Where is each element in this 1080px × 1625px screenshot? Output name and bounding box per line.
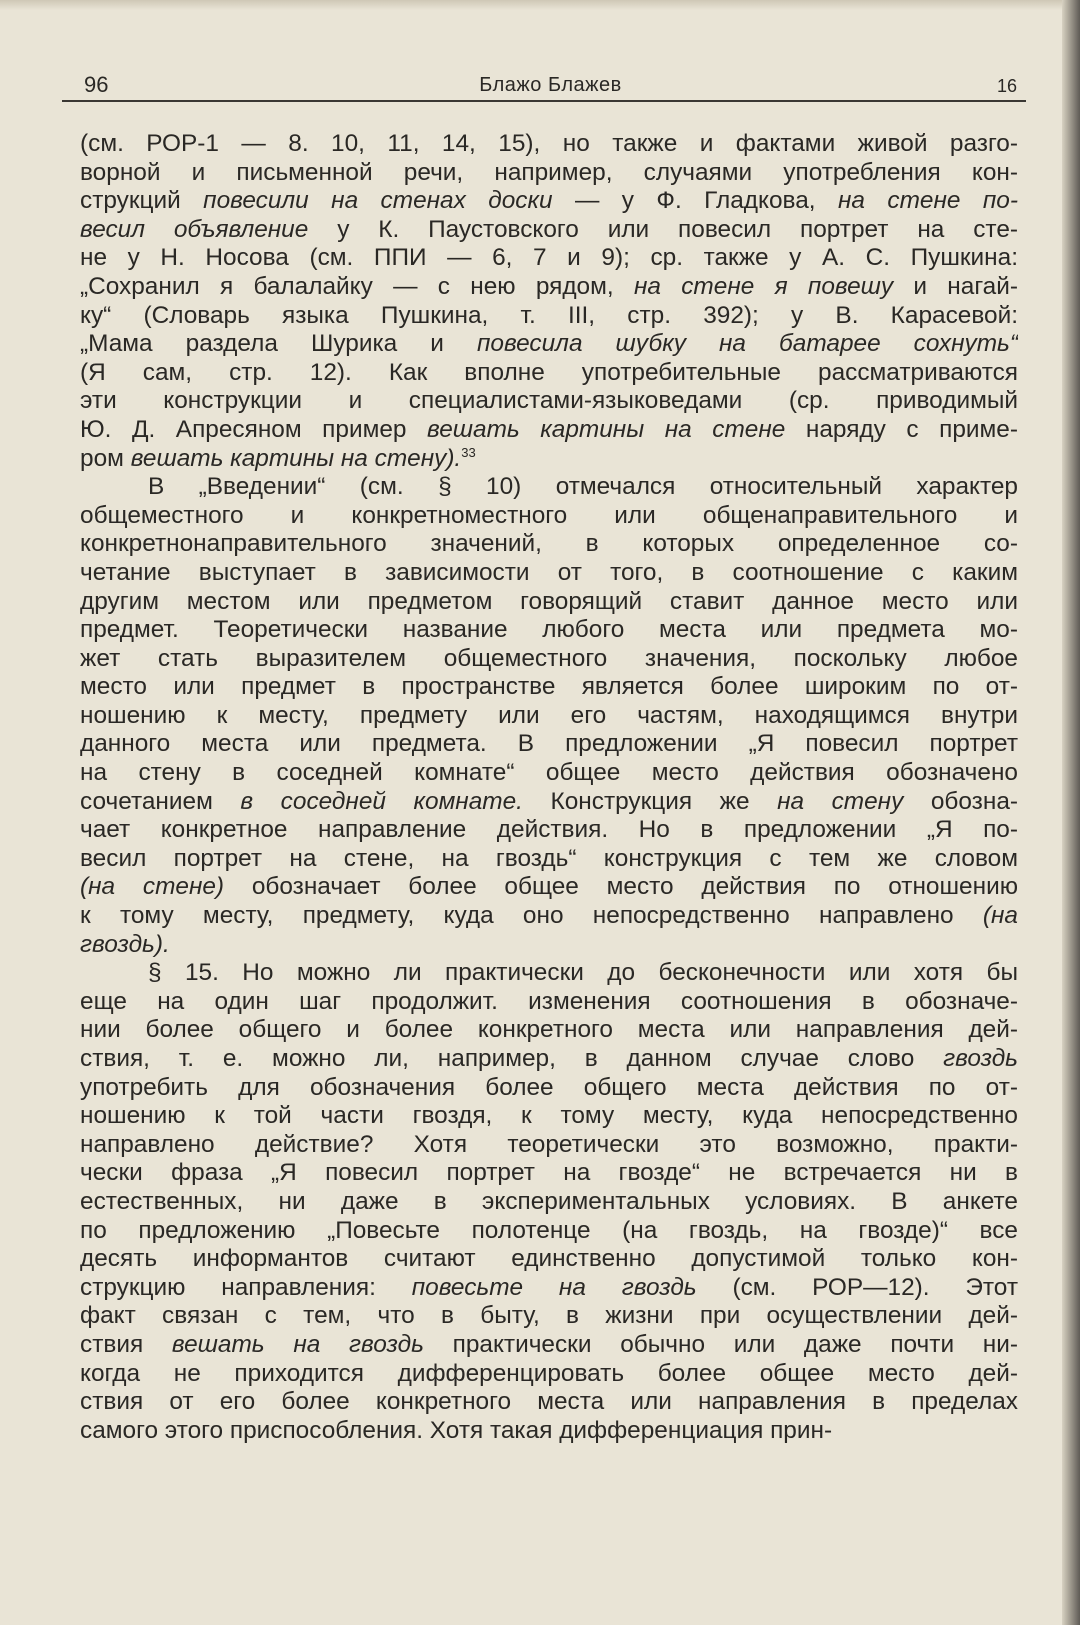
text-run: данного места или предмета. В предложении „Я повесил портрет <box>80 730 1018 758</box>
text-line <box>80 559 1018 588</box>
text-run: четание выступает в зависимости от того, в соотношение с каким <box>80 558 1018 586</box>
text-line <box>80 702 1018 731</box>
printer-signature: 16 <box>996 76 1017 96</box>
text-run: на стену в соседней комнате“ общее место действия обозначено <box>80 759 1018 787</box>
text-run: весил портрет на стене, на гвоздь“ конструкция с тем же словом <box>80 844 1018 872</box>
text-run: Конструкция же <box>522 787 778 815</box>
text-run: употребить для обозначения более общего места действия по от- <box>80 1073 1018 1101</box>
text-run: по предложению „Повесьте полотенце (на гвоздь, на гвозде)“ все <box>80 1216 1018 1244</box>
text-run: ку“ (Словарь языка Пушкина, т. III, стр. 392); у В. Карасевой: <box>80 301 1018 329</box>
text-run: чает конкретное направление действия. Но в предложении „Я по- <box>80 816 1018 844</box>
text-line <box>80 1188 1018 1217</box>
text-run: Ю. Д. Апресяном пример <box>80 415 428 443</box>
italic-example: на стену <box>777 787 904 815</box>
text-line <box>80 1274 1018 1303</box>
text-line <box>80 931 1018 960</box>
text-line <box>80 1074 1018 1103</box>
italic-example: вешать картины на стену). <box>130 444 462 472</box>
text-line <box>80 845 1018 874</box>
text-run: не у Н. Носова (см. ППИ — 6, 7 и 9); ср. также у А. С. Пушкина: <box>80 244 1018 272</box>
text-run: естественных, ни даже в экспериментальных условиях. В анкете <box>80 1187 1018 1215</box>
text-run: к тому месту, предмету, куда оно непосредственно направлено <box>80 902 983 930</box>
footnote-ref: 33 <box>461 444 476 460</box>
text-run: ствия от его более конкретного места или направления в пределах <box>80 1388 1018 1416</box>
text-line <box>80 387 1018 416</box>
italic-example: весил объявление <box>80 215 309 243</box>
text-line <box>80 645 1018 674</box>
text-line <box>80 330 1018 359</box>
italic-example: на стене по- <box>837 187 1018 215</box>
text-line <box>80 244 1018 273</box>
text-line <box>80 1217 1018 1246</box>
text-run: § 15. Но можно ли практически до бесконечности или хотя бы <box>148 959 1018 987</box>
body-text <box>80 130 1018 1445</box>
text-line <box>80 445 1018 474</box>
text-run: обозначает более общее место действия по отношению <box>224 873 1018 901</box>
text-line <box>80 1360 1018 1389</box>
text-line <box>80 759 1018 788</box>
text-run: ром <box>80 444 131 472</box>
text-run: ношению к месту, предмету или его частям, находящимся внутри <box>80 701 1018 729</box>
italic-example: повесьте на гвоздь <box>411 1273 697 1301</box>
text-run: десять информантов считают единственно допустимой только кон- <box>80 1245 1018 1273</box>
text-run: ствия, т. е. можно ли, например, в данном случае слово <box>80 1045 944 1072</box>
italic-example: вешать на гвоздь <box>171 1330 424 1358</box>
text-run: — у Ф. Гладкова, <box>552 187 838 215</box>
text-run: когда не приходится дифференцировать более общее место дей- <box>80 1359 1018 1387</box>
text-run: чески фраза „Я повесил портрет на гвозде“ не встречается ни в <box>80 1159 1018 1187</box>
text-run: „Мама раздела Шурика и <box>80 330 477 358</box>
text-line <box>80 473 1018 502</box>
text-run: конкретнонаправительного значений, в которых определенное со- <box>80 530 1018 558</box>
text-line <box>80 216 1018 245</box>
text-line <box>80 302 1018 331</box>
running-head <box>78 70 1023 104</box>
text-run: направлено действие? Хотя теоретически это возможно, практи- <box>80 1130 1018 1158</box>
text-line <box>80 816 1018 845</box>
text-line <box>80 1331 1018 1360</box>
text-line <box>80 988 1018 1017</box>
text-run: струкцию направления: <box>80 1273 412 1301</box>
text-run: сочетанием <box>80 787 241 815</box>
book-spine-shadow <box>1062 0 1080 1625</box>
text-run: у К. Паустовского или повесил портрет на сте- <box>308 215 1018 243</box>
italic-example: (на <box>982 902 1018 930</box>
text-line <box>80 359 1018 388</box>
text-run: другим местом или предметом говорящий ставит данное место или <box>80 587 1018 615</box>
page-number: 96 <box>84 72 109 97</box>
italic-example: гвоздь). <box>80 930 170 958</box>
text-run: ворной и письменной речи, например, случаями употребления кон- <box>80 158 1018 186</box>
text-run: ношению к той части гвоздя, к тому месту, куда непосредственно <box>80 1102 1018 1130</box>
text-run: наряду с приме- <box>785 415 1018 443</box>
text-line <box>80 530 1018 559</box>
text-run: нии более общего и более конкретного места или направления дей- <box>80 1016 1018 1044</box>
text-run: обозна- <box>903 787 1018 815</box>
italic-example: гвоздь <box>943 1045 1018 1072</box>
text-line <box>80 730 1018 759</box>
text-run: (см. РОР—12). Этот <box>696 1273 1018 1301</box>
text-line <box>80 1102 1018 1131</box>
italic-example: на стене я повешу <box>633 272 894 300</box>
text-line <box>80 1417 1018 1446</box>
text-line <box>80 1131 1018 1160</box>
text-line <box>80 873 1018 902</box>
text-line <box>80 416 1018 445</box>
text-run: (Я сам, стр. 12). Как вполне употребительные рассматриваются <box>80 358 1018 386</box>
text-line <box>80 902 1018 931</box>
text-run: практически обычно или даже почти ни- <box>423 1330 1018 1358</box>
text-run: эти конструкции и специалистами-языковедами (ср. приводимый <box>80 387 1018 415</box>
text-run: предмет. Теоретически название любого места или предмета мо- <box>80 616 1018 644</box>
italic-example: в соседней комнате. <box>240 787 523 815</box>
header-rule <box>62 100 1026 102</box>
text-line <box>80 130 1018 159</box>
text-line <box>80 273 1018 302</box>
text-line <box>80 1388 1018 1417</box>
text-line <box>80 1045 1018 1074</box>
text-line <box>80 1302 1018 1331</box>
text-line <box>80 1245 1018 1274</box>
text-run: место или предмет в пространстве является более широким по от- <box>80 673 1018 701</box>
text-run: факт связан с тем, что в быту, в жизни при осуществлении дей- <box>80 1302 1018 1330</box>
text-run: струкций <box>80 187 204 215</box>
text-line <box>80 187 1018 216</box>
text-line <box>80 1159 1018 1188</box>
text-line <box>80 588 1018 617</box>
text-line <box>80 616 1018 645</box>
text-line <box>80 159 1018 188</box>
italic-example: повесила шубку на батарее сохнуть“ <box>476 330 1018 358</box>
italic-example: (на стене) <box>80 873 225 901</box>
italic-example: вешать картины на стене <box>427 415 786 443</box>
page-top-edge <box>0 0 1080 10</box>
text-line <box>80 673 1018 702</box>
text-run: самого этого приспособления. Хотя такая дифференциация прин- <box>80 1416 833 1444</box>
text-run: ствия <box>80 1330 172 1358</box>
text-run: и нагай- <box>893 272 1018 300</box>
text-run: В „Введении“ (см. § 10) отмечался относительный характер <box>148 473 1018 501</box>
text-line <box>80 1016 1018 1045</box>
text-run: жет стать выразителем общеместного значения, поскольку любое <box>80 644 1018 672</box>
text-run: (см. РОР-1 — 8. 10, 11, 14, 15), но также и фактами живой разго- <box>80 130 1018 157</box>
text-line <box>80 959 1018 988</box>
italic-example: повесили на стенах доски <box>203 187 553 215</box>
text-line <box>80 788 1018 817</box>
text-run: еще на один шаг продолжит. изменения соотношения в обозначе- <box>80 987 1018 1015</box>
text-run: общеместного и конкретноместного или общенаправительного и <box>80 501 1018 529</box>
text-line <box>80 502 1018 531</box>
running-head-author: Блажо Блажев <box>479 74 622 96</box>
text-run: „Сохранил я балалайку — с нею рядом, <box>80 272 634 300</box>
